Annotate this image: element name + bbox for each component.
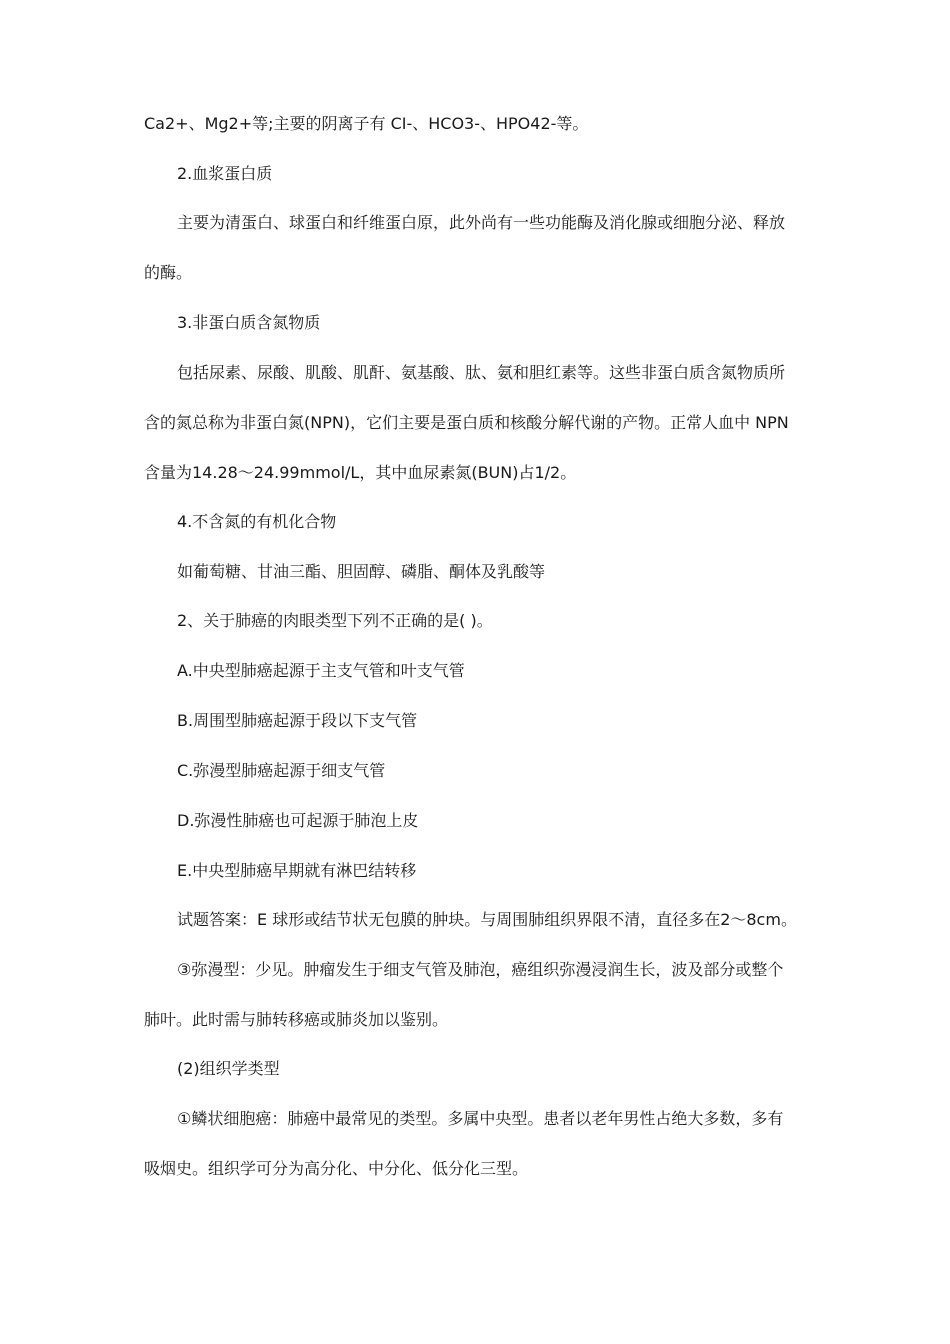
heading-plasma-protein: 2.血浆蛋白质	[177, 164, 273, 183]
question-stem: 2、关于肺癌的肉眼类型下列不正确的是( )。	[177, 611, 493, 630]
text-line-ions: Ca2+、Mg2+等;主要的阴离子有 CI-、HCO3-、HPO42-等。	[144, 114, 589, 133]
option-b: B.周围型肺癌起源于段以下支气管	[177, 711, 418, 730]
text-line-plasma-protein-1: 主要为清蛋白、球蛋白和纤维蛋白原，此外尚有一些功能酶及消化腺或细胞分泌、释放	[177, 213, 786, 232]
text-line-npn-3: 含量为14.28～24.99mmol/L，其中血尿素氮(BUN)占1/2。	[144, 463, 577, 482]
option-a: A.中央型肺癌起源于主支气管和叶支气管	[177, 661, 465, 680]
heading-npn: 3.非蛋白质含氮物质	[177, 313, 321, 332]
text-line-non-nitrogen: 如葡萄糖、甘油三酯、胆固醇、磷脂、酮体及乳酸等	[177, 562, 546, 581]
text-line-plasma-protein-2: 的酶。	[144, 263, 193, 282]
heading-histology: (2)组织学类型	[177, 1059, 280, 1078]
text-line-npn-1: 包括尿素、尿酸、肌酸、肌酐、氨基酸、肽、氨和胆红素等。这些非蛋白质含氮物质所	[177, 363, 786, 382]
text-line-npn-2: 含的氮总称为非蛋白氮(NPN)，它们主要是蛋白质和核酸分解代谢的产物。正常人血中 NPN	[144, 413, 789, 432]
option-d: D.弥漫性肺癌也可起源于肺泡上皮	[177, 811, 419, 830]
option-e: E.中央型肺癌早期就有淋巴结转移	[177, 861, 417, 880]
text-line-diffuse-2: 肺叶。此时需与肺转移癌或肺炎加以鉴别。	[144, 1010, 449, 1029]
text-line-squamous-1: ①鳞状细胞癌：肺癌中最常见的类型。多属中央型。患者以老年男性占绝大多数，多有	[177, 1109, 784, 1128]
text-line-squamous-2: 吸烟史。组织学可分为高分化、中分化、低分化三型。	[144, 1159, 529, 1178]
text-line-diffuse-1: ③弥漫型：少见。肿瘤发生于细支气管及肺泡，癌组织弥漫浸润生长，波及部分或整个	[177, 960, 784, 979]
answer-line: 试题答案：E 球形或结节状无包膜的肿块。与周围肺组织界限不清，直径多在2～8cm。	[177, 910, 797, 929]
option-c: C.弥漫型肺癌起源于细支气管	[177, 761, 386, 780]
heading-non-nitrogen: 4.不含氮的有机化合物	[177, 512, 337, 531]
